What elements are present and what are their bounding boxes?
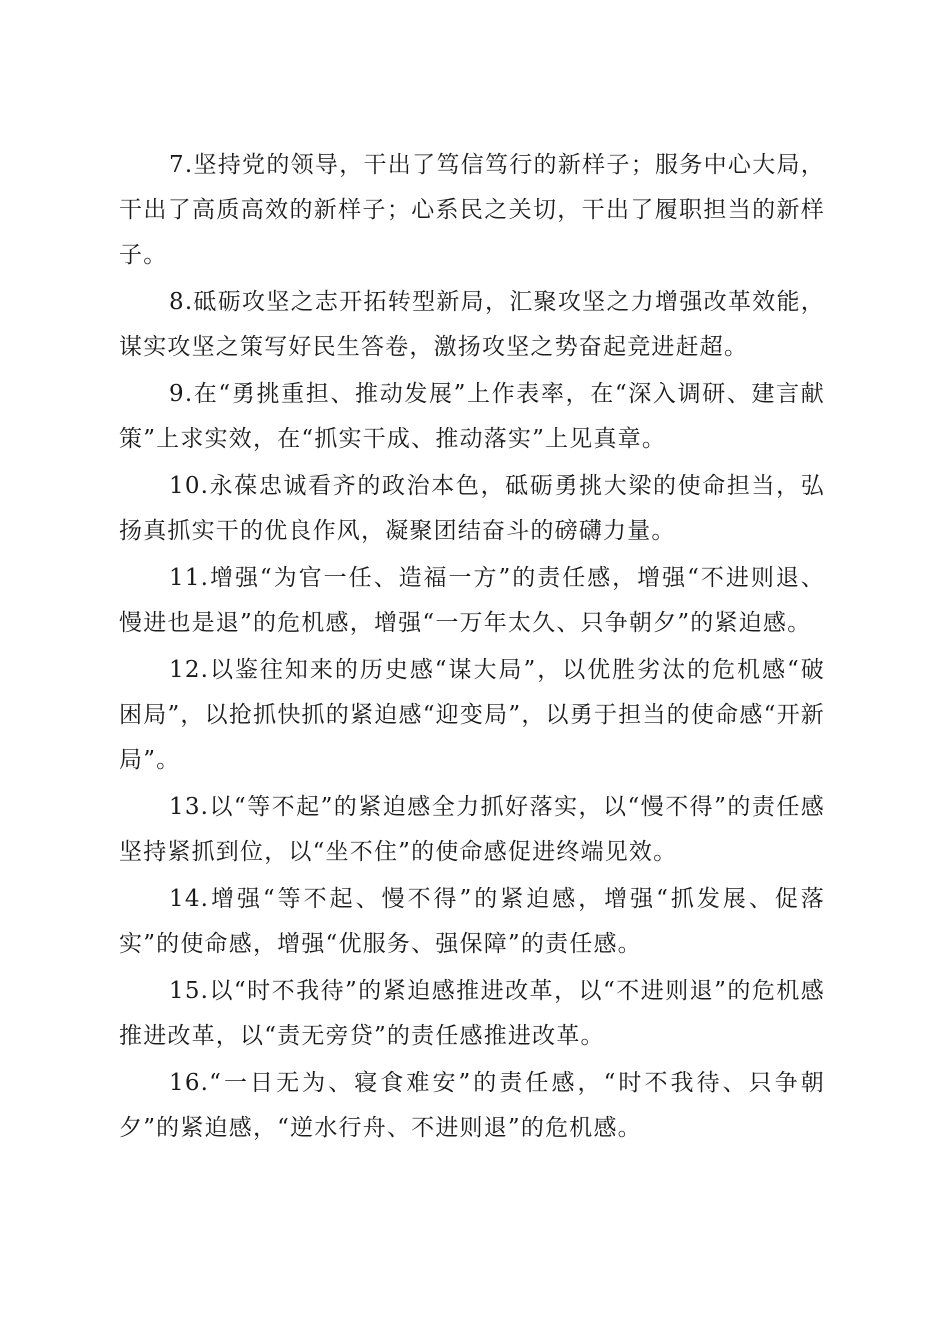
- paragraph-13: 13.以“等不起”的紧迫感全力抓好落实，以“慢不得”的责任感坚持紧抓到位，以“坐不住”的使命感促进终端见效。: [119, 794, 825, 865]
- paragraph-8: 8.砥砺攻坚之志开拓转型新局，汇聚攻坚之力增强改革效能，谋实攻坚之策写好民生答卷，激扬攻坚之势奋起竞进赶超。: [119, 289, 825, 360]
- paragraph-9: 9.在“勇挑重担、推动发展”上作表率，在“深入调研、建言献策”上求实效，在“抓实干成、推动落实”上见真章。: [119, 381, 825, 452]
- paragraph-12: 12.以鉴往知来的历史感“谋大局”，以优胜劣汰的危机感“破困局”，以抢抓快抓的紧迫感“迎变局”，以勇于担当的使命感“开新局”。: [119, 657, 825, 773]
- paragraph-10: 10.永葆忠诚看齐的政治本色，砥砺勇挑大梁的使命担当，弘扬真抓实干的优良作风，凝聚团结奋斗的磅礴力量。: [119, 473, 825, 544]
- paragraph-15: 15.以“时不我待”的紧迫感推进改革，以“不进则退”的危机感推进改革，以“责无旁贷”的责任感推进改革。: [119, 978, 825, 1049]
- paragraph-14: 14.增强“等不起、慢不得”的紧迫感，增强“抓发展、促落实”的使命感，增强“优服务、强保障”的责任感。: [119, 886, 825, 957]
- paragraph-16: 16.“一日无为、寝食难安”的责任感，“时不我待、只争朝夕”的紧迫感，“逆水行舟、不进则退”的危机感。: [119, 1070, 825, 1141]
- document-page: [119, 143, 825, 1153]
- paragraph-7: 7.坚持党的领导，干出了笃信笃行的新样子；服务中心大局，干出了高质高效的新样子；心系民之关切，干出了履职担当的新样子。: [119, 152, 825, 268]
- paragraph-11: 11.增强“为官一任、造福一方”的责任感，增强“不进则退、慢进也是退”的危机感，增强“一万年太久、只争朝夕”的紧迫感。: [119, 565, 825, 636]
